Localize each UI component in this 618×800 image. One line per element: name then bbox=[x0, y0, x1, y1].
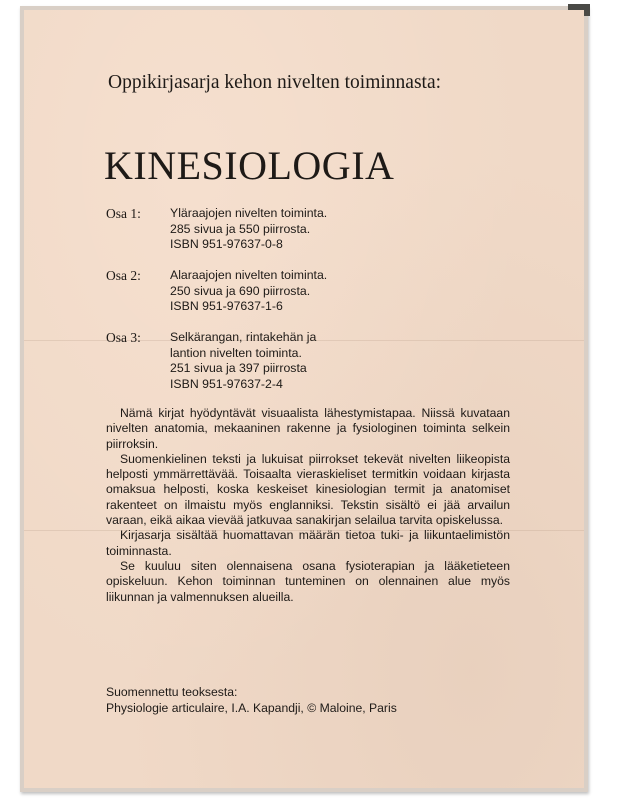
series-subtitle: Oppikirjasarja kehon nivelten toiminnasta: bbox=[108, 72, 442, 93]
volume-topic: Yläraajojen nivelten toiminta. bbox=[170, 206, 328, 220]
description-paragraph: Kirjasarja sisältää huomattavan määrän tietoa tuki- ja liikuntaelimistön toiminnasta. bbox=[106, 528, 510, 558]
volume-list bbox=[106, 206, 526, 408]
back-cover bbox=[24, 10, 584, 788]
description-text bbox=[106, 406, 510, 605]
description-paragraph: Se kuuluu siten olennaisena osana fysioterapian ja lääketieteen opiskeluun. Kehon toiminnan tunteminen on olennainen alue myös liikunnan ja valmennuksen alueilla. bbox=[106, 558, 510, 604]
volume-details bbox=[170, 206, 327, 253]
description-paragraph: Nämä kirjat hyödyntävät visuaalista lähestymistapaa. Niissä kuvataan nivelten anatomia, mekaaninen rakenne ja fysiologinen toiminta selkein piirroksin. bbox=[106, 406, 510, 451]
volume-pages: 251 sivua ja 397 piirrosta bbox=[170, 361, 307, 375]
volume-label: Osa 1: bbox=[106, 206, 141, 221]
volume-isbn: ISBN 951-97637-0-8 bbox=[170, 237, 283, 251]
description-paragraph: Suomenkielinen teksti ja lukuisat piirrokset tekevät nivelten liikeopista helposti ymmärrettävää. Toisaalta vieraskieliset termitkin voidaan kirjasta omaksua helposti, koska keskeiset kinesiologian termit ja anatomiset rakenteet on ilmaistu myös englanniksi. Tekstin sisältö ei jää arvailun varaan, eikä aikaa vievää jatkuvaa sanakirjan selailua tarvita opiskelussa. bbox=[106, 451, 510, 528]
volume-3 bbox=[106, 330, 526, 392]
volume-isbn: ISBN 951-97637-2-4 bbox=[170, 376, 283, 391]
volume-details bbox=[170, 268, 327, 315]
translation-credit bbox=[106, 684, 397, 716]
volume-pages: 285 sivua ja 550 piirrosta. bbox=[170, 221, 311, 236]
volume-1 bbox=[106, 206, 526, 253]
translation-label: Suomennettu teoksesta: bbox=[106, 685, 238, 699]
volume-2 bbox=[106, 268, 526, 315]
volume-label: Osa 3: bbox=[106, 330, 141, 345]
volume-pages: 250 sivua ja 690 piirrosta. bbox=[170, 283, 311, 298]
volume-details bbox=[170, 330, 316, 392]
volume-label: Osa 2: bbox=[106, 268, 141, 283]
volume-isbn: ISBN 951-97637-1-6 bbox=[170, 299, 283, 313]
volume-topic: Selkärangan, rintakehän ja bbox=[170, 330, 317, 344]
translation-source: Physiologie articulaire, I.A. Kapandji, © Maloine, Paris bbox=[106, 701, 397, 715]
book-title: KINESIOLOGIA bbox=[104, 143, 395, 188]
volume-topic-continued: lantion nivelten toiminta. bbox=[170, 345, 302, 360]
volume-topic: Alaraajojen nivelten toiminta. bbox=[170, 268, 328, 282]
